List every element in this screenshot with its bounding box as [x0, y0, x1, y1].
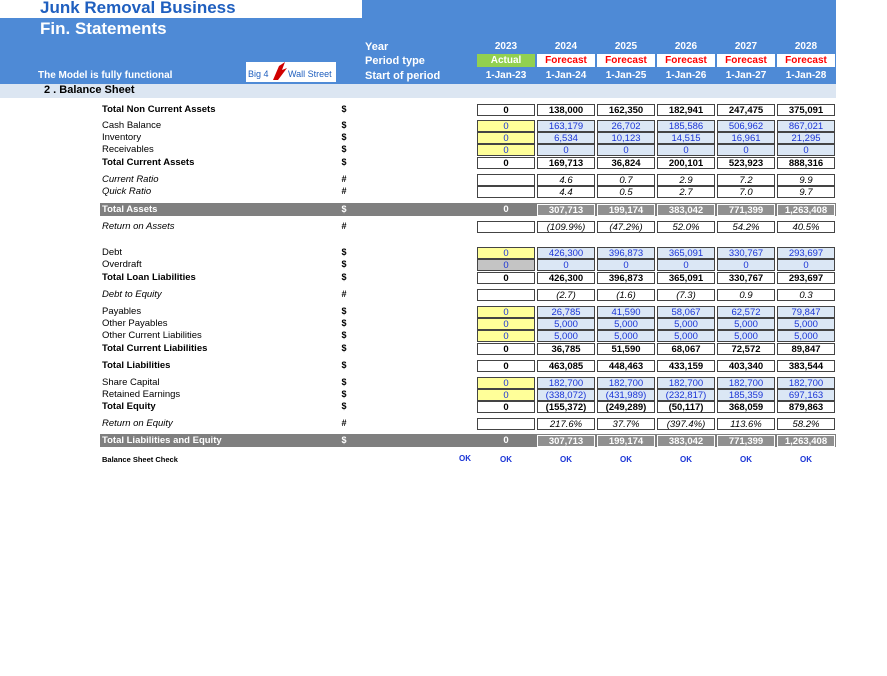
- column-period-type-2025: Forecast: [597, 54, 655, 67]
- cell-sc-2026[interactable]: 182,700: [657, 377, 715, 389]
- row-unit-bsc: OK: [459, 454, 471, 463]
- column-start-2025: 1-Jan-25: [605, 70, 647, 81]
- cell-cash-2023[interactable]: 0: [477, 120, 535, 132]
- cell-tnca-2026[interactable]: 182,941: [657, 104, 715, 116]
- cell-cr-2026[interactable]: 2.9: [657, 174, 715, 186]
- cell-tca-2025[interactable]: 36,824: [597, 157, 655, 169]
- cell-cash-2027[interactable]: 506,962: [717, 120, 775, 132]
- cell-pay-2026[interactable]: 58,067: [657, 306, 715, 318]
- logo-right-text: Wall Street: [288, 69, 332, 79]
- cell-ocl-2027[interactable]: 5,000: [717, 330, 775, 342]
- cell-roa-2024[interactable]: (109.9%): [537, 221, 595, 233]
- row-label-tle: Total Liabilities and Equity: [102, 435, 222, 446]
- cell-cr-2025[interactable]: 0.7: [597, 174, 655, 186]
- big4-logo[interactable]: [246, 62, 336, 82]
- row-unit-rec: $: [341, 144, 347, 154]
- cell-opay-2026[interactable]: 5,000: [657, 318, 715, 330]
- cell-cash-2025[interactable]: 26,702: [597, 120, 655, 132]
- row-label-qr: Quick Ratio: [102, 186, 152, 197]
- row-label-inv: Inventory: [102, 132, 142, 143]
- cell-opay-2025[interactable]: 5,000: [597, 318, 655, 330]
- cell-ta-2023[interactable]: 0: [503, 204, 509, 215]
- cell-tle-2027[interactable]: 771,399: [717, 435, 775, 447]
- cell-sc-2024[interactable]: 182,700: [537, 377, 595, 389]
- column-year-2025: 2025: [614, 41, 638, 52]
- column-year-2023: 2023: [494, 41, 518, 52]
- cell-roa-2026[interactable]: 52.0%: [657, 221, 715, 233]
- cell-roa-2025[interactable]: (47.2%): [597, 221, 655, 233]
- cell-ocl-2025[interactable]: 5,000: [597, 330, 655, 342]
- cell-cr-2027[interactable]: 7.2: [717, 174, 775, 186]
- cell-inv-2028[interactable]: 21,295: [777, 132, 835, 144]
- cell-inv-2027[interactable]: 16,961: [717, 132, 775, 144]
- cell-ta-2027[interactable]: 771,399: [717, 204, 775, 216]
- cell-ta-2025[interactable]: 199,174: [597, 204, 655, 216]
- cell-tle-2024[interactable]: 307,713: [537, 435, 595, 447]
- row-label-tl: Total Liabilities: [102, 360, 171, 371]
- row-label-sc: Share Capital: [102, 377, 160, 388]
- cell-rec-2023[interactable]: 0: [477, 144, 535, 156]
- column-period-type-2024: Forecast: [537, 54, 595, 67]
- cell-tcl-2025[interactable]: 51,590: [597, 343, 655, 355]
- column-start-2023: 1-Jan-23: [485, 70, 527, 81]
- row-unit-tcl: $: [341, 343, 347, 353]
- cell-qr-2024[interactable]: 4.4: [537, 186, 595, 198]
- row-label-od: Overdraft: [102, 259, 142, 270]
- cell-re-2024[interactable]: (338,072): [537, 389, 595, 401]
- cell-re-2025[interactable]: (431,989): [597, 389, 655, 401]
- cell-pay-2024[interactable]: 26,785: [537, 306, 595, 318]
- cell-od-2024[interactable]: 0: [537, 259, 595, 271]
- cell-tle-2026[interactable]: 383,042: [657, 435, 715, 447]
- cell-bsc-2024[interactable]: OK: [560, 455, 572, 464]
- column-period-type-2023: Actual: [477, 54, 535, 67]
- cell-ta-2024[interactable]: 307,713: [537, 204, 595, 216]
- row-unit-dte: #: [341, 289, 347, 299]
- cell-ta-2026[interactable]: 383,042: [657, 204, 715, 216]
- cell-rec-2024[interactable]: 0: [537, 144, 595, 156]
- row-label-tcl: Total Current Liabilities: [102, 343, 208, 354]
- row-unit-roa: #: [341, 221, 347, 231]
- cell-cr-2028[interactable]: 9.9: [777, 174, 835, 186]
- cell-inv-2023[interactable]: 0: [477, 132, 535, 144]
- row-unit-tll: $: [341, 272, 347, 282]
- cell-te-2023[interactable]: 0: [477, 401, 535, 413]
- cell-ocl-2028[interactable]: 5,000: [777, 330, 835, 342]
- row-unit-te: $: [341, 401, 347, 411]
- column-year-2028: 2028: [794, 41, 818, 52]
- cell-tnca-2027[interactable]: 247,475: [717, 104, 775, 116]
- row-label-tll: Total Loan Liabilities: [102, 272, 196, 283]
- cell-rec-2028[interactable]: 0: [777, 144, 835, 156]
- cell-od-2025[interactable]: 0: [597, 259, 655, 271]
- cell-tle-2023[interactable]: 0: [503, 435, 509, 446]
- cell-cash-2028[interactable]: 867,021: [777, 120, 835, 132]
- cell-pay-2028[interactable]: 79,847: [777, 306, 835, 318]
- row-label-pay: Payables: [102, 306, 142, 317]
- cell-sc-2028[interactable]: 182,700: [777, 377, 835, 389]
- cell-re-2028[interactable]: 697,163: [777, 389, 835, 401]
- row-unit-tca: $: [341, 157, 347, 167]
- cell-opay-2027[interactable]: 5,000: [717, 318, 775, 330]
- cell-tca-2023[interactable]: 0: [477, 157, 535, 169]
- column-year-2027: 2027: [734, 41, 758, 52]
- cell-bsc-2025[interactable]: OK: [620, 455, 632, 464]
- cell-od-2027[interactable]: 0: [717, 259, 775, 271]
- row-label-debt: Debt: [102, 247, 123, 258]
- row-unit-pay: $: [341, 306, 347, 316]
- cell-opay-2023[interactable]: 0: [477, 318, 535, 330]
- cell-dte-2027[interactable]: 0.9: [717, 289, 775, 301]
- row-unit-debt: $: [341, 247, 347, 257]
- row-unit-opay: $: [341, 318, 347, 328]
- cell-roe-2028[interactable]: 58.2%: [777, 418, 835, 430]
- cell-tnca-2028[interactable]: 375,091: [777, 104, 835, 116]
- column-start-2028: 1-Jan-28: [785, 70, 827, 81]
- row-unit-ta: $: [341, 204, 347, 214]
- row-label-roe: Return on Equity: [102, 418, 173, 429]
- row-unit-cash: $: [341, 120, 347, 130]
- row-label-tnca: Total Non Current Assets: [102, 104, 216, 115]
- cell-dte-2024[interactable]: (2.7): [537, 289, 595, 301]
- column-start-2024: 1-Jan-24: [545, 70, 587, 81]
- row-unit-od: $: [341, 259, 347, 269]
- cell-roe-2027[interactable]: 113.6%: [717, 418, 775, 430]
- row-label-cash: Cash Balance: [102, 120, 162, 131]
- cell-tca-2024[interactable]: 169,713: [537, 157, 595, 169]
- cell-cash-2024[interactable]: 163,179: [537, 120, 595, 132]
- cell-roa-2023[interactable]: [477, 221, 535, 233]
- cell-ocl-2024[interactable]: 5,000: [537, 330, 595, 342]
- cell-bsc-2023[interactable]: OK: [500, 455, 512, 464]
- cell-tnca-2024[interactable]: 138,000: [537, 104, 595, 116]
- cell-tca-2026[interactable]: 200,101: [657, 157, 715, 169]
- cell-tll-2024[interactable]: 426,300: [537, 272, 595, 284]
- section-title: 2 . Balance Sheet: [44, 84, 135, 96]
- cell-cash-2026[interactable]: 185,586: [657, 120, 715, 132]
- cell-inv-2024[interactable]: 6,534: [537, 132, 595, 144]
- cell-bsc-2026[interactable]: OK: [680, 455, 692, 464]
- cell-debt-2026[interactable]: 365,091: [657, 247, 715, 259]
- cell-tcl-2026[interactable]: 68,067: [657, 343, 715, 355]
- cell-roa-2027[interactable]: 54.2%: [717, 221, 775, 233]
- row-label-bsc: Balance Sheet Check: [102, 455, 178, 464]
- cell-ocl-2026[interactable]: 5,000: [657, 330, 715, 342]
- cell-dte-2025[interactable]: (1.6): [597, 289, 655, 301]
- model-status: The Model is fully functional: [38, 70, 173, 81]
- cell-roe-2023[interactable]: [477, 418, 535, 430]
- cell-sc-2027[interactable]: 182,700: [717, 377, 775, 389]
- cell-tca-2028[interactable]: 888,316: [777, 157, 835, 169]
- column-year-2024: 2024: [554, 41, 578, 52]
- cell-tll-2023[interactable]: 0: [477, 272, 535, 284]
- cell-opay-2028[interactable]: 5,000: [777, 318, 835, 330]
- cell-debt-2027[interactable]: 330,767: [717, 247, 775, 259]
- column-year-2026: 2026: [674, 41, 698, 52]
- sheet-title: Fin. Statements: [40, 19, 167, 38]
- cell-tl-2027[interactable]: 403,340: [717, 360, 775, 372]
- cell-tle-2028[interactable]: 1,263,408: [777, 435, 835, 447]
- cell-od-2028[interactable]: 0: [777, 259, 835, 271]
- cell-te-2028[interactable]: 879,863: [777, 401, 835, 413]
- cell-rec-2026[interactable]: 0: [657, 144, 715, 156]
- cell-roa-2028[interactable]: 40.5%: [777, 221, 835, 233]
- column-start-2026: 1-Jan-26: [665, 70, 707, 81]
- cell-rec-2027[interactable]: 0: [717, 144, 775, 156]
- row-unit-tnca: $: [341, 104, 347, 114]
- cell-tnca-2023[interactable]: 0: [477, 104, 535, 116]
- row-label-rec: Receivables: [102, 144, 154, 155]
- column-period-type-2026: Forecast: [657, 54, 715, 67]
- cell-tl-2026[interactable]: 433,159: [657, 360, 715, 372]
- row-unit-re: $: [341, 389, 347, 399]
- row-label-tca: Total Current Assets: [102, 157, 195, 168]
- row-label-roa: Return on Assets: [102, 221, 175, 232]
- cell-cr-2024[interactable]: 4.6: [537, 174, 595, 186]
- cell-tle-2025[interactable]: 199,174: [597, 435, 655, 447]
- cell-pay-2027[interactable]: 62,572: [717, 306, 775, 318]
- cell-inv-2025[interactable]: 10,123: [597, 132, 655, 144]
- cell-roe-2026[interactable]: (397.4%): [657, 418, 715, 430]
- column-period-type-2027: Forecast: [717, 54, 775, 67]
- cell-roe-2024[interactable]: 217.6%: [537, 418, 595, 430]
- cell-te-2026[interactable]: (50,117): [657, 401, 715, 413]
- row-label-te: Total Equity: [102, 401, 156, 412]
- cell-qr-2025[interactable]: 0.5: [597, 186, 655, 198]
- cell-tll-2026[interactable]: 365,091: [657, 272, 715, 284]
- cell-tll-2028[interactable]: 293,697: [777, 272, 835, 284]
- period-type-label: Period type: [365, 55, 425, 67]
- cell-re-2026[interactable]: (232,817): [657, 389, 715, 401]
- row-label-ta: Total Assets: [102, 204, 158, 215]
- row-unit-tle: $: [341, 435, 347, 445]
- row-unit-inv: $: [341, 132, 347, 142]
- cell-bsc-2028[interactable]: OK: [800, 455, 812, 464]
- cell-dte-2023[interactable]: [477, 289, 535, 301]
- cell-od-2023[interactable]: 0: [477, 259, 535, 271]
- cell-tca-2027[interactable]: 523,923: [717, 157, 775, 169]
- cell-sc-2025[interactable]: 182,700: [597, 377, 655, 389]
- cell-te-2027[interactable]: 368,059: [717, 401, 775, 413]
- cell-te-2025[interactable]: (249,289): [597, 401, 655, 413]
- cell-re-2027[interactable]: 185,359: [717, 389, 775, 401]
- cell-tl-2025[interactable]: 448,463: [597, 360, 655, 372]
- row-unit-ocl: $: [341, 330, 347, 340]
- row-unit-cr: #: [341, 174, 347, 184]
- cell-rec-2025[interactable]: 0: [597, 144, 655, 156]
- cell-qr-2028[interactable]: 9.7: [777, 186, 835, 198]
- row-label-ocl: Other Current Liabilities: [102, 330, 202, 341]
- cell-sc-2023[interactable]: 0: [477, 377, 535, 389]
- year-label: Year: [365, 41, 389, 53]
- cell-tll-2025[interactable]: 396,873: [597, 272, 655, 284]
- row-label-cr: Current Ratio: [102, 174, 159, 185]
- column-period-type-2028: Forecast: [777, 54, 835, 67]
- cell-tcl-2023[interactable]: 0: [477, 343, 535, 355]
- row-unit-roe: #: [341, 418, 347, 428]
- cell-pay-2025[interactable]: 41,590: [597, 306, 655, 318]
- cell-opay-2024[interactable]: 5,000: [537, 318, 595, 330]
- cell-roe-2025[interactable]: 37.7%: [597, 418, 655, 430]
- row-label-dte: Debt to Equity: [102, 289, 162, 300]
- cell-debt-2024[interactable]: 426,300: [537, 247, 595, 259]
- logo-mark-icon: [271, 62, 287, 87]
- cell-tl-2024[interactable]: 463,085: [537, 360, 595, 372]
- cell-tnca-2025[interactable]: 162,350: [597, 104, 655, 116]
- cell-tl-2028[interactable]: 383,544: [777, 360, 835, 372]
- cell-tcl-2024[interactable]: 36,785: [537, 343, 595, 355]
- cell-dte-2028[interactable]: 0.3: [777, 289, 835, 301]
- row-label-opay: Other Payables: [102, 318, 168, 329]
- cell-ocl-2023[interactable]: 0: [477, 330, 535, 342]
- cell-dte-2026[interactable]: (7.3): [657, 289, 715, 301]
- column-start-2027: 1-Jan-27: [725, 70, 767, 81]
- company-title: Junk Removal Business: [40, 0, 236, 17]
- cell-qr-2026[interactable]: 2.7: [657, 186, 715, 198]
- cell-bsc-2027[interactable]: OK: [740, 455, 752, 464]
- logo-left-text: Big 4: [248, 69, 269, 79]
- cell-re-2023[interactable]: 0: [477, 389, 535, 401]
- start-of-period-label: Start of period: [365, 70, 441, 82]
- cell-qr-2027[interactable]: 7.0: [717, 186, 775, 198]
- cell-tl-2023[interactable]: 0: [477, 360, 535, 372]
- cell-cr-2023[interactable]: [477, 174, 535, 186]
- cell-ta-2028[interactable]: 1,263,408: [777, 204, 835, 216]
- cell-inv-2026[interactable]: 14,515: [657, 132, 715, 144]
- cell-debt-2023[interactable]: 0: [477, 247, 535, 259]
- cell-te-2024[interactable]: (155,372): [537, 401, 595, 413]
- cell-tcl-2027[interactable]: 72,572: [717, 343, 775, 355]
- cell-tcl-2028[interactable]: 89,847: [777, 343, 835, 355]
- row-unit-qr: #: [341, 186, 347, 196]
- cell-debt-2028[interactable]: 293,697: [777, 247, 835, 259]
- cell-qr-2023[interactable]: [477, 186, 535, 198]
- row-unit-sc: $: [341, 377, 347, 387]
- cell-tll-2027[interactable]: 330,767: [717, 272, 775, 284]
- row-unit-tl: $: [341, 360, 347, 370]
- row-label-re: Retained Earnings: [102, 389, 181, 400]
- cell-debt-2025[interactable]: 396,873: [597, 247, 655, 259]
- cell-pay-2023[interactable]: 0: [477, 306, 535, 318]
- cell-od-2026[interactable]: 0: [657, 259, 715, 271]
